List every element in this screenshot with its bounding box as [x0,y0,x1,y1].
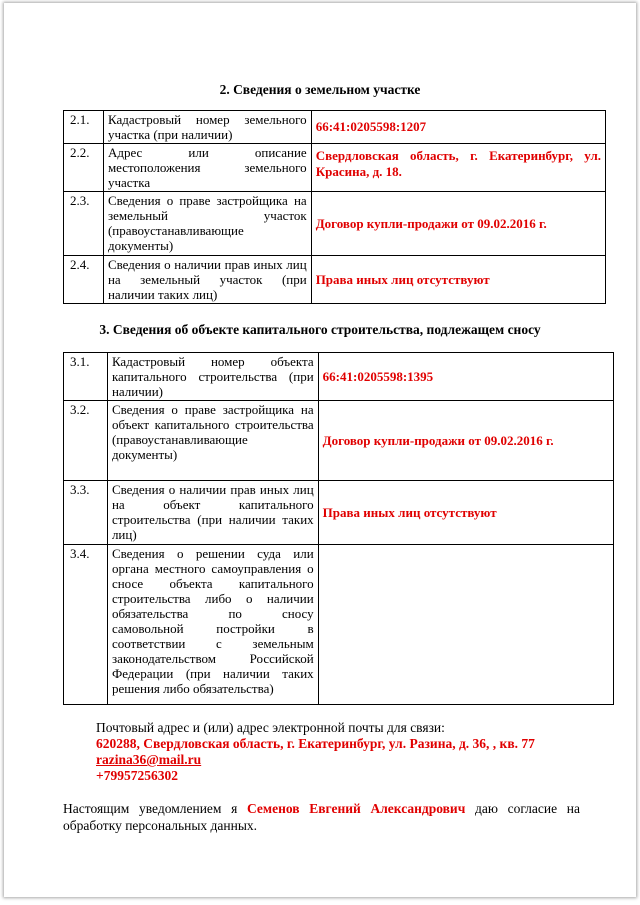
row-label: Сведения о наличии прав иных лиц на объект капитального строительства (при наличии таких лиц) [107,481,318,545]
row-value: Договор купли-продажи от 09.02.2016 г. [318,401,613,481]
contact-phone: +79957256302 [96,768,178,783]
consent-prefix: Настоящим уведомлением я [63,801,238,816]
row-value: 66:41:0205598:1207 [311,111,605,144]
table-row [64,353,614,401]
table-row [64,144,606,192]
consent-suffix: даю согласие на обработку персональных данных. [63,801,580,833]
table-row [64,256,606,304]
consent-paragraph [63,800,580,834]
row-value: Права иных лиц отсутствуют [318,481,613,545]
consent-name: Семенов Евгений Александрович [246,801,466,816]
row-value [318,545,613,705]
table-row [64,481,614,545]
row-value: Договор купли-продажи от 09.02.2016 г. [311,192,605,256]
table-row [64,545,614,705]
row-number: 2.4. [64,256,104,304]
row-value: Права иных лиц отсутствуют [311,256,605,304]
row-label: Сведения о праве застройщика на земельный участок (правоустанавливающие документы) [103,192,311,256]
row-label: Сведения о решении суда или органа местного самоуправления о сносе объекта капитального строительства либо о наличии обязательства по сносу самовольной постройки в соответствии с земельным законодательством Российской Федерации (при наличии таких решения либо обязательства) [107,545,318,705]
land-plot-table [63,110,606,304]
row-label: Кадастровый номер земельного участка (при наличии) [103,111,311,144]
table-row [64,192,606,256]
contact-label: Почтовый адрес и (или) адрес электронной почты для связи: [96,720,445,735]
contact-block [96,720,535,784]
row-value: 66:41:0205598:1395 [318,353,613,401]
row-number: 2.3. [64,192,104,256]
section-3-title: 3. Сведения об объекте капитального строительства, подлежащем сносу [99,322,541,337]
building-table [63,352,614,705]
row-number: 3.4. [64,545,108,705]
row-label: Сведения о наличии прав иных лиц на земельный участок (при наличии таких лиц) [103,256,311,304]
row-label: Адрес или описание местоположения земельного участка [103,144,311,192]
contact-address: 620288, Свердловская область, г. Екатеринбург, ул. Разина, д. 36, , кв. 77 [96,736,535,751]
row-number: 3.2. [64,401,108,481]
contact-email-link[interactable]: razina36@mail.ru [96,752,202,767]
section-2-title: 2. Сведения о земельном участке [219,82,421,97]
row-label: Кадастровый номер объекта капитального строительства (при наличии) [107,353,318,401]
row-value: Свердловская область, г. Екатеринбург, ул. Красина, д. 18. [311,144,605,192]
row-label: Сведения о праве застройщика на объект капитального строительства (правоустанавливающие документы) [107,401,318,481]
row-number: 3.3. [64,481,108,545]
row-number: 2.1. [64,111,104,144]
table-row [64,401,614,481]
row-number: 2.2. [64,144,104,192]
table-row [64,111,606,144]
document-page [4,3,636,897]
row-number: 3.1. [64,353,108,401]
